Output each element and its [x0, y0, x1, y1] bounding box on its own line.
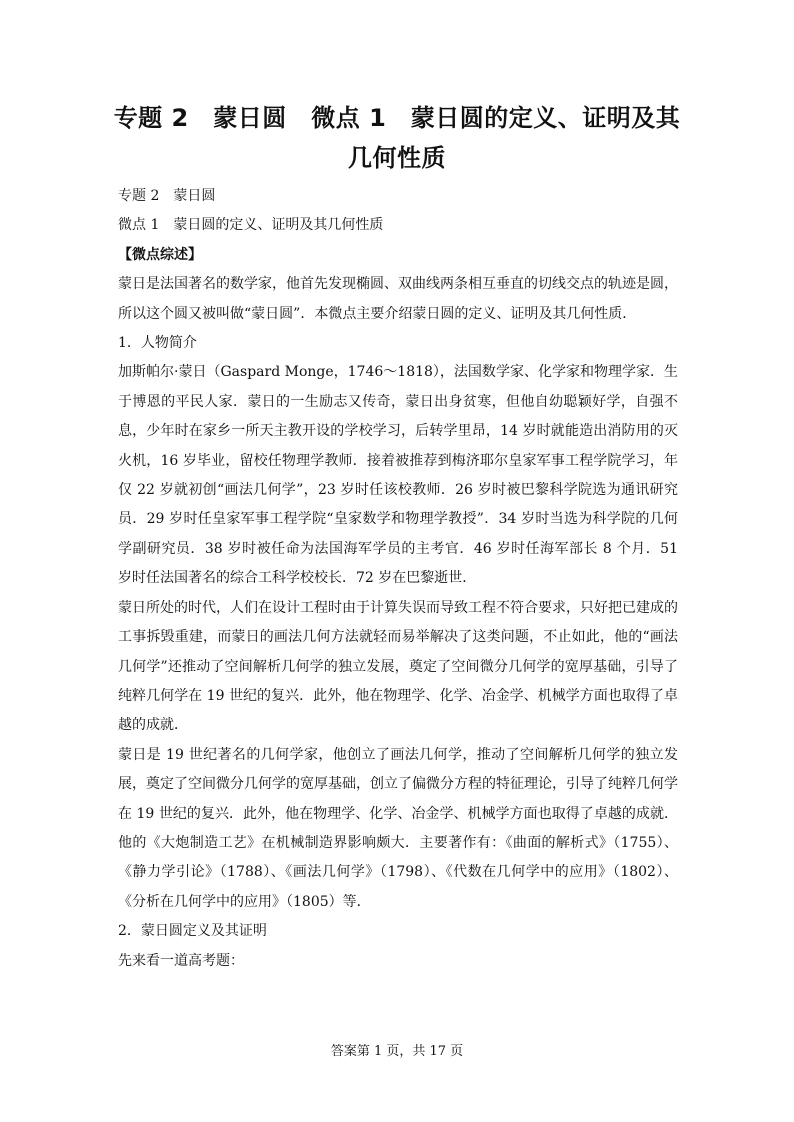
page-footer: 答案第 1 页，共 17 页	[330, 1044, 464, 1059]
overview-heading: 【微点综述】	[118, 246, 202, 263]
document-title	[100, 98, 694, 178]
era-paragraph: 蒙日所处的时代，人们在设计工程时由于计算失误而导致工程不符合要求，只好把已建成的工事拆毁重建，而蒙日的画法几何方法就轻而易举解决了这类问题，不止如此，他的“画法几何学”还推动了空间解析几何学的独立发展，奠定了空间微分几何学的宽厚基础，引导了纯粹几何学在 19 世纪的复兴．此外，他在物理学、化学、冶金学、机械学方面也取得了卓越的成就．	[118, 599, 678, 734]
topic-line: 专题 2 蒙日圆	[118, 188, 216, 204]
section-2-heading: 2．蒙日圆定义及其证明	[118, 923, 267, 940]
last-line: 先来看一道高考题：	[118, 952, 244, 969]
document-body	[118, 182, 678, 976]
works-paragraph: 蒙日是 19 世纪著名的几何学家，他创立了画法几何学，推动了空间解析几何学的独立发展，奠定了空间微分几何学的宽厚基础，创立了偏微分方程的特征理论，引导了纯粹几何学在 19 世纪的复兴．此外，他在物理学、化学、冶金学、机械学方面也取得了卓越的成就．他的《大炮制造工艺》在机械制造界影响颇大．主要著作有：《曲面的解析式》（1755）、《静力学引论》（1788）、《画法几何学》（1798）、《代数在几何学中的应用》（1802）、《分析在几何学中的应用》（1805）等．	[118, 746, 678, 910]
section-1-heading: 1．人物简介	[118, 335, 197, 352]
overview-paragraph: 蒙日是法国著名的数学家，他首先发现椭圆、双曲线两条相互垂直的切线交点的轨迹是圆，所以这个圆又被叫做“蒙日圆”．本微点主要介绍蒙日圆的定义、证明及其几何性质．	[118, 276, 678, 322]
biography-paragraph: 加斯帕尔·蒙日（Gaspard Monge，1746～1818），法国数学家、化学家和物理学家．生于博恩的平民人家．蒙日的一生励志又传奇，蒙日出身贫寒，但他自幼聪颖好学，自强不息，少年时在家乡一所天主教开设的学校学习，后转学里昂，14 岁时就能造出消防用的灭火机，16 岁毕业，留校任物理学教师．接着被推荐到梅济耶尔皇家军事工程学院学习，年仅 22 岁就初创“画法几何学”，23 岁时任该校教师．26 岁时被巴黎科学院选为通讯研究员．29 岁时任皇家军事工程学院“皇家数学和物理学教授”．34 岁时当选为科学院的几何学副研究员．38 岁时被任命为法国海军学员的主考官．46 岁时任海军部长 8 个月．51 岁时任法国著名的综合工科学校校长．72 岁在巴黎逝世．	[118, 364, 678, 587]
title-line-2: 几何性质	[348, 144, 446, 172]
title-line-1: 专题 2 蒙日圆 微点 1 蒙日圆的定义、证明及其	[113, 104, 681, 132]
micro-point-line: 微点 1 蒙日圆的定义、证明及其几何性质	[118, 217, 384, 234]
